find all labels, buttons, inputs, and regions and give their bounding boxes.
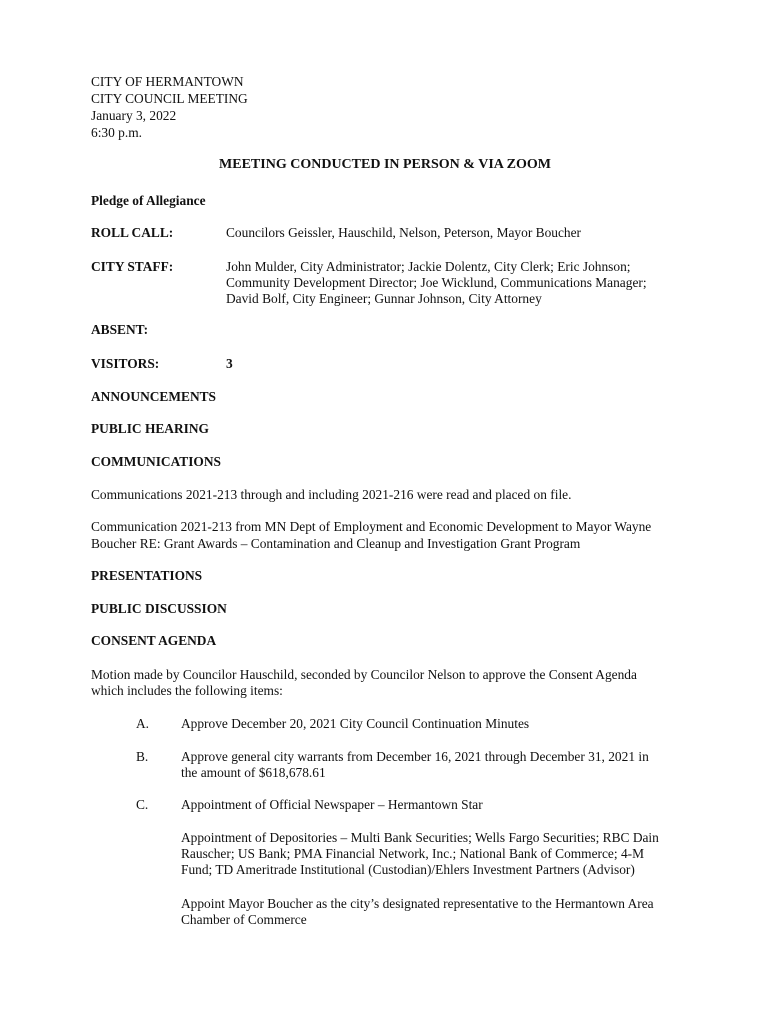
city-staff-line: John Mulder, City Administrator; Jackie Dolentz, City Clerk; Eric Johnson; xyxy=(226,259,631,274)
communication-detail-line: Communication 2021-213 from MN Dept of Employment and Economic Development to Mayor Wayne xyxy=(91,519,652,534)
consent-item-text: Approve December 20, 2021 City Council Continuation Minutes xyxy=(181,716,530,731)
presentations-heading: PRESENTATIONS xyxy=(91,568,203,583)
city-staff-line: Community Development Director; Joe Wicklund, Communications Manager; xyxy=(226,275,647,290)
consent-item-subtext: Appoint Mayor Boucher as the city’s designated representative to the Hermantown Area xyxy=(181,896,654,911)
roll-call-value: Councilors Geissler, Hauschild, Nelson, Peterson, Mayor Boucher xyxy=(226,225,581,240)
consent-motion-line: Motion made by Councilor Hauschild, seconded by Councilor Nelson to approve the Consent Agenda xyxy=(91,667,637,682)
communication-detail-line: Boucher RE: Grant Awards – Contamination and Cleanup and Investigation Grant Program xyxy=(91,536,581,551)
header-date: January 3, 2022 xyxy=(91,108,177,123)
consent-item-letter: B. xyxy=(136,749,149,764)
absent-label: ABSENT: xyxy=(91,322,149,337)
consent-item-subtext: Chamber of Commerce xyxy=(181,912,307,927)
consent-item-letter: C. xyxy=(136,797,149,812)
pledge-heading: Pledge of Allegiance xyxy=(91,193,206,208)
public-discussion-heading: PUBLIC DISCUSSION xyxy=(91,601,227,616)
public-hearing-heading: PUBLIC HEARING xyxy=(91,421,209,436)
meeting-title: MEETING CONDUCTED IN PERSON & VIA ZOOM xyxy=(219,157,551,172)
consent-motion-line: which includes the following items: xyxy=(91,683,283,698)
visitors-label: VISITORS: xyxy=(91,356,160,371)
visitors-value: 3 xyxy=(226,356,233,371)
consent-item-text: the amount of $618,678.61 xyxy=(181,765,326,780)
header-meeting: CITY COUNCIL MEETING xyxy=(91,91,248,106)
consent-item-subtext: Rauscher; US Bank; PMA Financial Network, Inc.; National Bank of Commerce; 4-M xyxy=(181,846,645,861)
city-staff-label: CITY STAFF: xyxy=(91,259,174,274)
consent-item-text: Approve general city warrants from December 16, 2021 through December 31, 2021 in xyxy=(181,749,649,764)
header-time: 6:30 p.m. xyxy=(91,125,142,140)
city-staff-line: David Bolf, City Engineer; Gunnar Johnson, City Attorney xyxy=(226,291,542,306)
consent-item-letter: A. xyxy=(136,716,150,731)
consent-item-text: Appointment of Official Newspaper – Hermantown Star xyxy=(181,797,483,812)
roll-call-label: ROLL CALL: xyxy=(91,225,174,240)
communications-heading: COMMUNICATIONS xyxy=(91,454,221,469)
consent-item-subtext: Fund; TD Ameritrade Institutional (Custodian)/Ehlers Investment Partners (Advisor) xyxy=(181,862,635,877)
consent-agenda-heading: CONSENT AGENDA xyxy=(91,633,217,648)
announcements-heading: ANNOUNCEMENTS xyxy=(91,389,216,404)
communications-paragraph: Communications 2021-213 through and including 2021-216 were read and placed on file. xyxy=(91,487,572,502)
consent-item-subtext: Appointment of Depositories – Multi Bank Securities; Wells Fargo Securities; RBC Dain xyxy=(181,830,659,845)
header-city: CITY OF HERMANTOWN xyxy=(91,74,244,89)
